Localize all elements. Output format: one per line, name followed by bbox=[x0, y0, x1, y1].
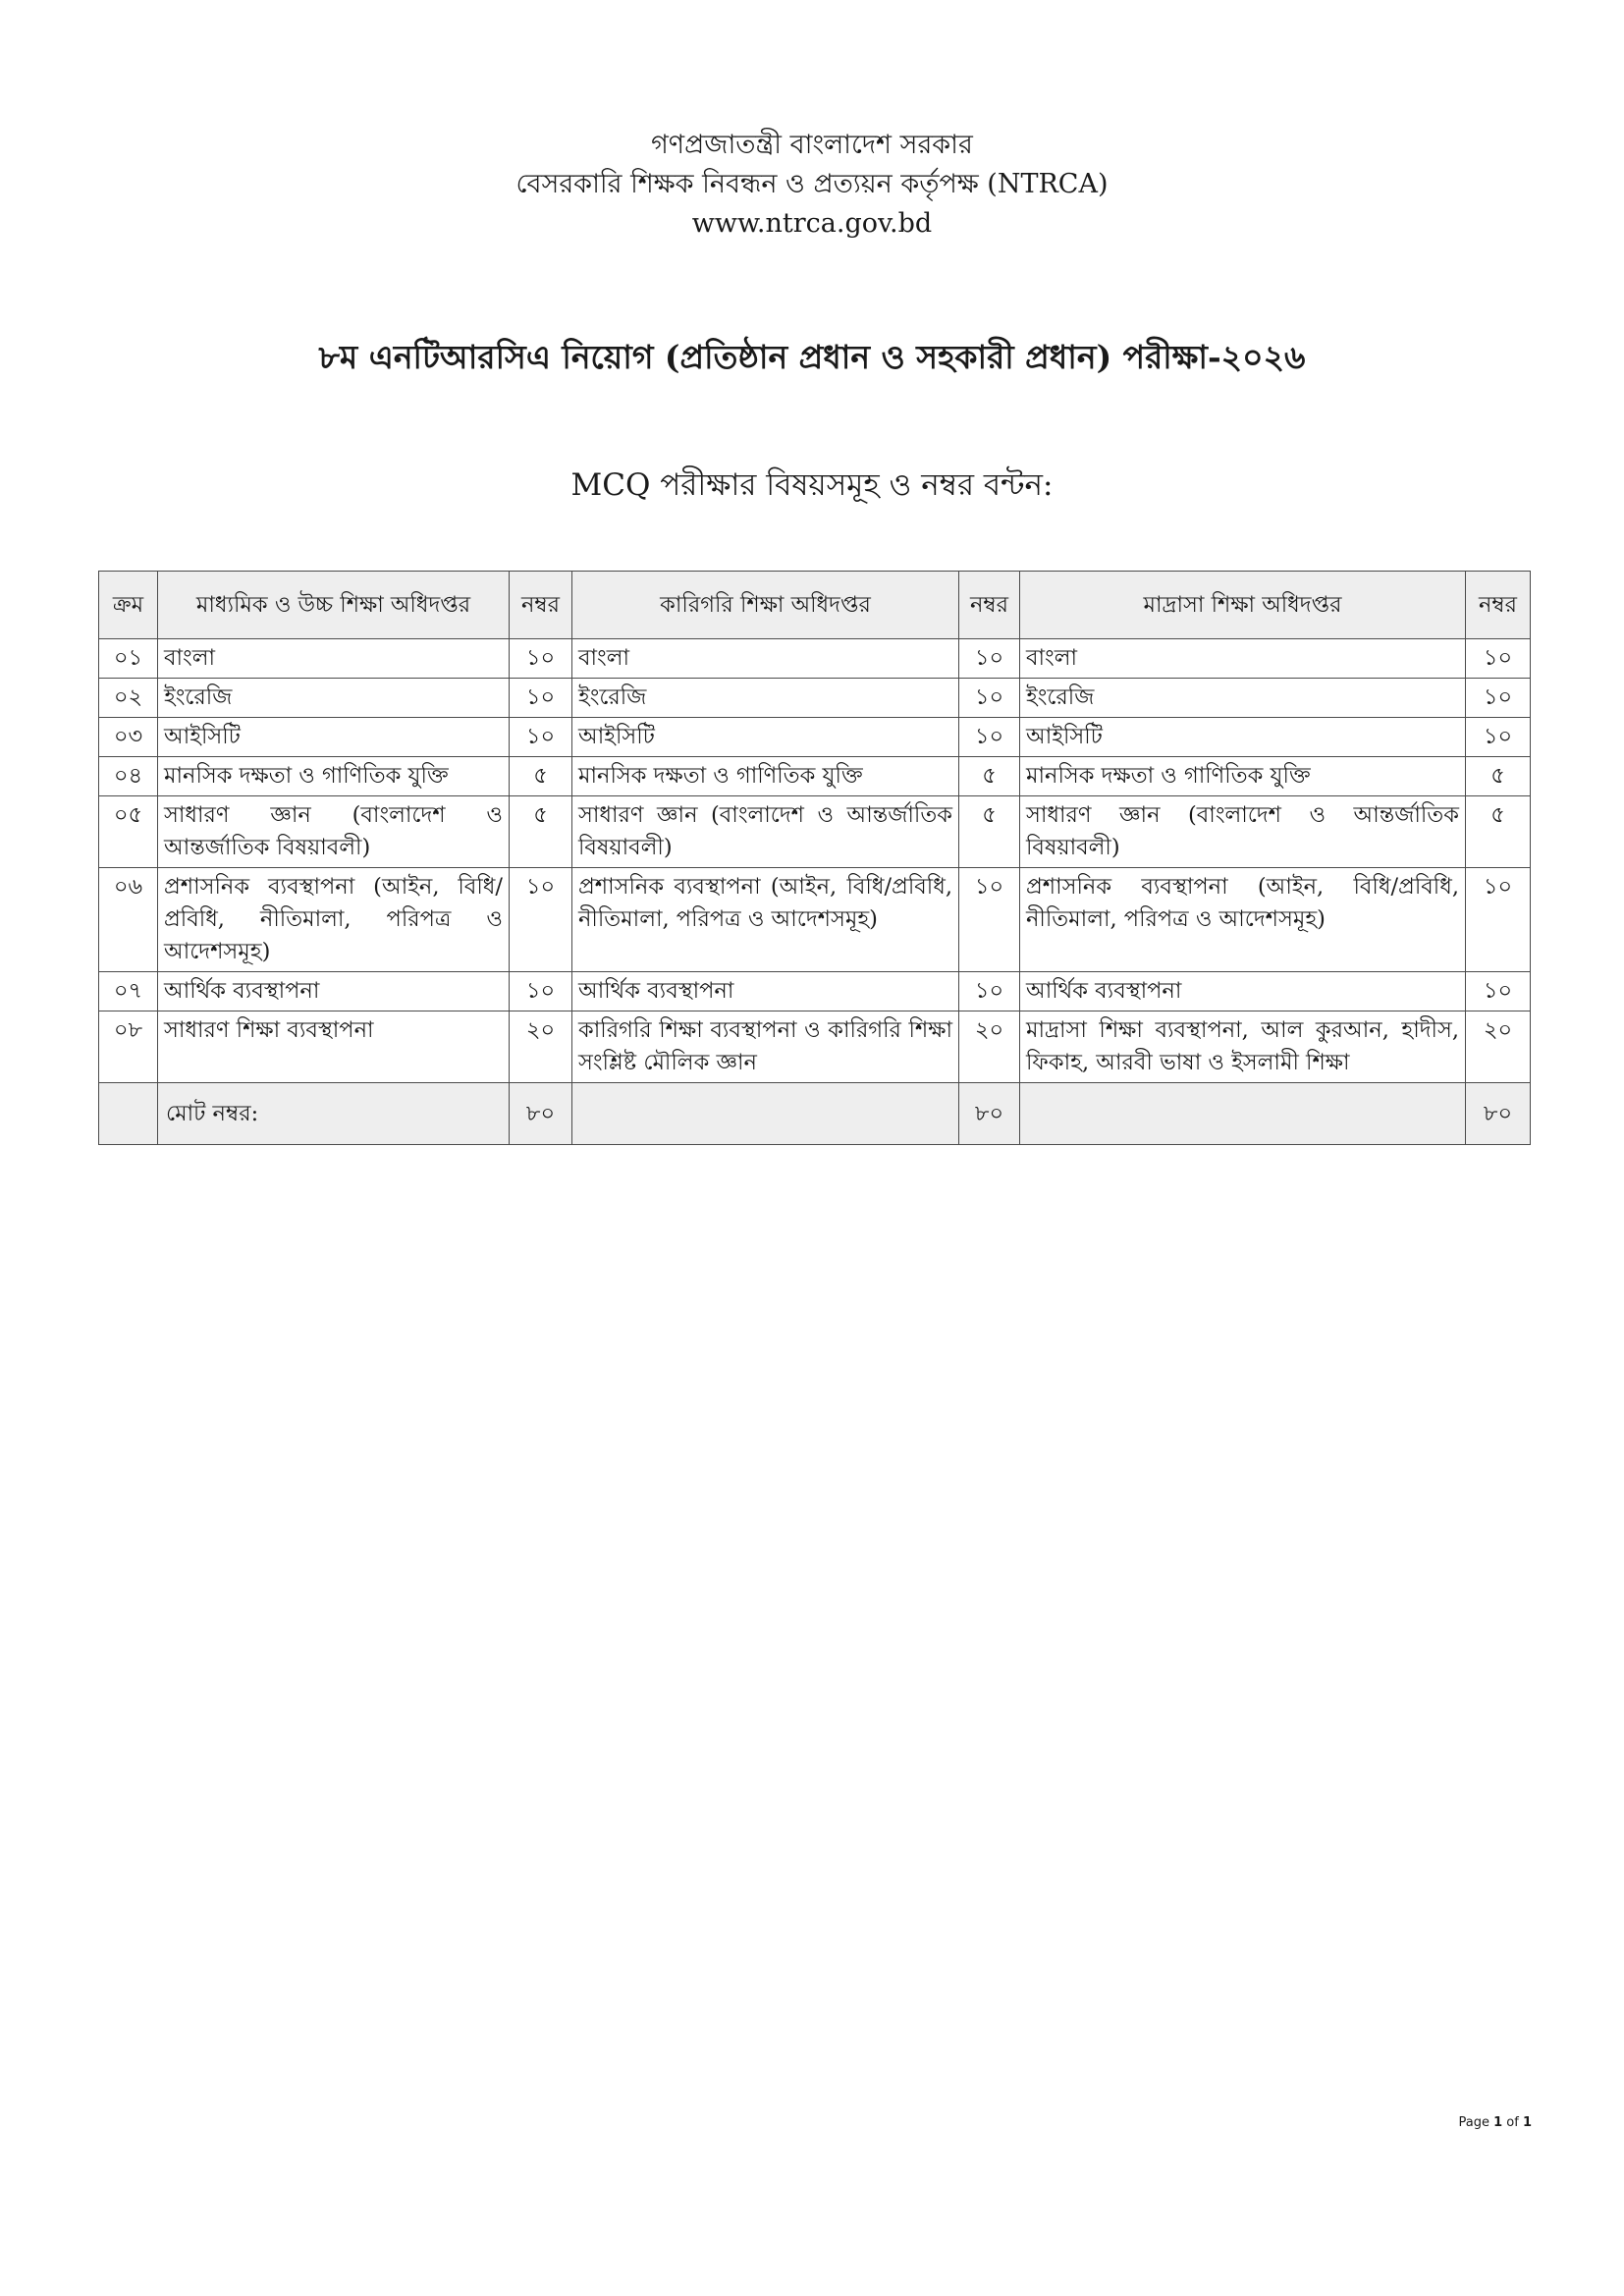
table-row bbox=[99, 718, 1531, 757]
row-serial: ০৪ bbox=[99, 757, 158, 796]
table-header-row bbox=[99, 572, 1531, 639]
table-row bbox=[99, 972, 1531, 1011]
marks-madrasah: ১০ bbox=[1466, 639, 1531, 679]
header-serial: ক্রম bbox=[99, 572, 158, 639]
table-row bbox=[99, 679, 1531, 718]
marks-secondary: ১০ bbox=[510, 639, 572, 679]
of-word: of bbox=[1506, 2115, 1519, 2130]
marks-madrasah: ৫ bbox=[1466, 757, 1531, 796]
row-serial: ০৮ bbox=[99, 1011, 158, 1083]
marks-madrasah: ২০ bbox=[1466, 1011, 1531, 1083]
exam-title: ৮ম এনটিআরসিএ নিয়োগ (প্রতিষ্ঠান প্রধান ও সহকারী প্রধান) পরীক্ষা-২০২৬ bbox=[318, 338, 1306, 376]
total-row bbox=[99, 1083, 1531, 1145]
government-name: গণপ্রজাতন্ত্রী বাংলাদেশ সরকার bbox=[651, 130, 973, 160]
marks-secondary: ২০ bbox=[510, 1011, 572, 1083]
total-serial-empty bbox=[99, 1083, 158, 1145]
marks-distribution-table bbox=[98, 571, 1531, 1145]
header-madrasah-education: মাদ্রাসা শিক্ষা অধিদপ্তর bbox=[1020, 572, 1466, 639]
marks-madrasah: ৫ bbox=[1466, 796, 1531, 868]
subject-madrasah: আর্থিক ব্যবস্থাপনা bbox=[1020, 972, 1466, 1011]
marks-secondary: ১০ bbox=[510, 868, 572, 972]
subject-madrasah: ইংরেজি bbox=[1020, 679, 1466, 718]
marks-technical: ১০ bbox=[959, 679, 1020, 718]
subject-technical: আর্থিক ব্যবস্থাপনা bbox=[572, 972, 959, 1011]
subject-madrasah: প্রশাসনিক ব্যবস্থাপনা (আইন, বিধি/প্রবিধি, নীতিমালা, পরিপত্র ও আদেশসমূহ) bbox=[1020, 868, 1466, 972]
marks-technical: ১০ bbox=[959, 972, 1020, 1011]
header-technical-education: কারিগরি শিক্ষা অধিদপ্তর bbox=[572, 572, 959, 639]
subject-secondary: আইসিটি bbox=[158, 718, 510, 757]
subject-technical: ইংরেজি bbox=[572, 679, 959, 718]
row-serial: ০৬ bbox=[99, 868, 158, 972]
table-row bbox=[99, 639, 1531, 679]
marks-technical: ৫ bbox=[959, 796, 1020, 868]
page-current: 1 bbox=[1493, 2115, 1503, 2130]
row-serial: ০৫ bbox=[99, 796, 158, 868]
subject-madrasah: বাংলা bbox=[1020, 639, 1466, 679]
subject-madrasah: মানসিক দক্ষতা ও গাণিতিক যুক্তি bbox=[1020, 757, 1466, 796]
subject-secondary: সাধারণ জ্ঞান (বাংলাদেশ ও আন্তর্জাতিক বিষয়াবলী) bbox=[158, 796, 510, 868]
marks-technical: ৫ bbox=[959, 757, 1020, 796]
total-label: মোট নম্বর: bbox=[158, 1083, 510, 1145]
header-marks-2: নম্বর bbox=[959, 572, 1020, 639]
marks-technical: ১০ bbox=[959, 718, 1020, 757]
authority-name: বেসরকারি শিক্ষক নিবন্ধন ও প্রত্যয়ন কর্তৃপক্ষ (NTRCA) bbox=[515, 169, 1109, 199]
marks-madrasah: ১০ bbox=[1466, 972, 1531, 1011]
subject-secondary: বাংলা bbox=[158, 639, 510, 679]
subject-secondary: মানসিক দক্ষতা ও গাণিতিক যুক্তি bbox=[158, 757, 510, 796]
row-serial: ০৭ bbox=[99, 972, 158, 1011]
subject-technical: মানসিক দক্ষতা ও গাণিতিক যুক্তি bbox=[572, 757, 959, 796]
subject-technical: বাংলা bbox=[572, 639, 959, 679]
total-marks-technical: ৮০ bbox=[959, 1083, 1020, 1145]
document-header bbox=[0, 126, 1624, 244]
subject-secondary: প্রশাসনিক ব্যবস্থাপনা (আইন, বিধি/প্রবিধি, নীতিমালা, পরিপত্র ও আদেশসমূহ) bbox=[158, 868, 510, 972]
subject-technical: আইসিটি bbox=[572, 718, 959, 757]
subject-technical: সাধারণ জ্ঞান (বাংলাদেশ ও আন্তর্জাতিক বিষয়াবলী) bbox=[572, 796, 959, 868]
marks-secondary: ৫ bbox=[510, 757, 572, 796]
marks-madrasah: ১০ bbox=[1466, 718, 1531, 757]
subject-technical: প্রশাসনিক ব্যবস্থাপনা (আইন, বিধি/প্রবিধি, নীতিমালা, পরিপত্র ও আদেশসমূহ) bbox=[572, 868, 959, 972]
marks-technical: ২০ bbox=[959, 1011, 1020, 1083]
marks-madrasah: ১০ bbox=[1466, 868, 1531, 972]
page-number bbox=[1458, 2115, 1532, 2130]
marks-secondary: ৫ bbox=[510, 796, 572, 868]
marks-technical: ১০ bbox=[959, 868, 1020, 972]
header-marks-3: নম্বর bbox=[1466, 572, 1531, 639]
total-marks-madrasah: ৮০ bbox=[1466, 1083, 1531, 1145]
header-marks-1: নম্বর bbox=[510, 572, 572, 639]
subject-madrasah: মাদ্রাসা শিক্ষা ব্যবস্থাপনা, আল কুরআন, হাদীস, ফিকাহ, আরবী ভাষা ও ইসলামী শিক্ষা bbox=[1020, 1011, 1466, 1083]
subject-madrasah: সাধারণ জ্ঞান (বাংলাদেশ ও আন্তর্জাতিক বিষয়াবলী) bbox=[1020, 796, 1466, 868]
table-row bbox=[99, 757, 1531, 796]
subject-technical: কারিগরি শিক্ষা ব্যবস্থাপনা ও কারিগরি শিক্ষা সংশ্লিষ্ট মৌলিক জ্ঞান bbox=[572, 1011, 959, 1083]
subject-secondary: আর্থিক ব্যবস্থাপনা bbox=[158, 972, 510, 1011]
marks-secondary: ১০ bbox=[510, 718, 572, 757]
row-serial: ০১ bbox=[99, 639, 158, 679]
table-row bbox=[99, 796, 1531, 868]
marks-technical: ১০ bbox=[959, 639, 1020, 679]
row-serial: ০৩ bbox=[99, 718, 158, 757]
marks-madrasah: ১০ bbox=[1466, 679, 1531, 718]
row-serial: ০২ bbox=[99, 679, 158, 718]
header-secondary-higher-education: মাধ্যমিক ও উচ্চ শিক্ষা অধিদপ্তর bbox=[158, 572, 510, 639]
total-spacer-madrasah bbox=[1020, 1083, 1466, 1145]
page-total: 1 bbox=[1522, 2115, 1532, 2130]
marks-secondary: ১০ bbox=[510, 972, 572, 1011]
table-row bbox=[99, 1011, 1531, 1083]
section-title: MCQ পরীক্ষার বিষয়সমূহ ও নম্বর বন্টন: bbox=[570, 467, 1054, 503]
table-row bbox=[99, 868, 1531, 972]
total-spacer-technical bbox=[572, 1083, 959, 1145]
subject-secondary: ইংরেজি bbox=[158, 679, 510, 718]
page-word: Page bbox=[1458, 2115, 1489, 2130]
marks-secondary: ১০ bbox=[510, 679, 572, 718]
total-marks-secondary: ৮০ bbox=[510, 1083, 572, 1145]
subject-secondary: সাধারণ শিক্ষা ব্যবস্থাপনা bbox=[158, 1011, 510, 1083]
subject-madrasah: আইসিটি bbox=[1020, 718, 1466, 757]
website-url: www.ntrca.gov.bd bbox=[691, 208, 933, 239]
